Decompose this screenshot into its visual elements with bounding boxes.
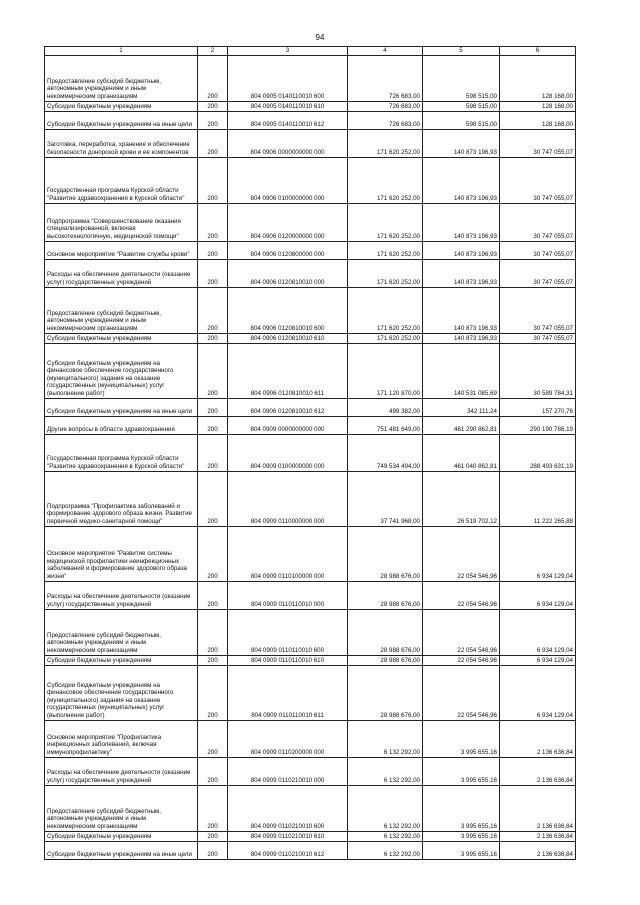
row-col2-cell: 200 bbox=[198, 399, 228, 417]
row-code-cell: 804 0909 0110110010 000 bbox=[228, 582, 348, 610]
table-row bbox=[45, 582, 576, 610]
row-value-2-cell: 22 054 546,96 bbox=[423, 582, 500, 610]
row-name-cell: Субсидии бюджетным учреждениям на финансовое обеспечение государственного (муниципального) задания на оказание государственных (муниципальных) услуг (выполнение работ) bbox=[45, 344, 198, 399]
row-name-cell: Расходы на обеспечение деятельности (оказание услуг) государственных учреждений bbox=[45, 582, 198, 610]
row-value-1-cell: 6 132 292,00 bbox=[348, 721, 423, 758]
row-value-1-cell: 171 120 870,00 bbox=[348, 344, 423, 399]
row-col2-cell: 200 bbox=[198, 832, 228, 842]
column-header: 2 bbox=[198, 47, 228, 56]
row-col2-cell: 200 bbox=[198, 102, 228, 112]
table-row bbox=[45, 130, 576, 158]
row-value-1-cell: 28 988 676,00 bbox=[348, 527, 423, 582]
row-col2-cell: 200 bbox=[198, 158, 228, 204]
row-code-cell: 804 0906 0120000000 000 bbox=[228, 204, 348, 242]
row-col2-cell: 200 bbox=[198, 472, 228, 527]
table-row bbox=[45, 112, 576, 130]
row-code-cell: 804 0909 0110210010 610 bbox=[228, 832, 348, 842]
row-name-cell: Заготовка, переработка, хранение и обеспечение безопасности донорской крови и ее компонентов bbox=[45, 130, 198, 158]
row-code-cell: 804 0906 0120810010 612 bbox=[228, 399, 348, 417]
row-value-2-cell: 140 531 085,69 bbox=[423, 344, 500, 399]
row-value-1-cell: 171 620 252,00 bbox=[348, 242, 423, 260]
table-row bbox=[45, 758, 576, 786]
row-name-cell: Предоставление субсидий бюджетным, автономным учреждениям и иным некоммерческим организациям bbox=[45, 610, 198, 656]
row-code-cell: 804 0906 0000000000 000 bbox=[228, 130, 348, 158]
row-col2-cell: 200 bbox=[198, 786, 228, 832]
row-value-3-cell: 11 222 265,88 bbox=[500, 472, 576, 527]
row-value-1-cell: 6 132 292,00 bbox=[348, 842, 423, 860]
row-name-cell: Субсидии бюджетным учреждениям на иные цели bbox=[45, 112, 198, 130]
row-value-3-cell: 128 168,00 bbox=[500, 102, 576, 112]
row-value-3-cell: 6 934 129,04 bbox=[500, 656, 576, 666]
table-row bbox=[45, 102, 576, 112]
row-code-cell: 804 0906 0120810010 611 bbox=[228, 344, 348, 399]
budget-table bbox=[44, 46, 576, 860]
row-value-1-cell: 171 620 252,00 bbox=[348, 204, 423, 242]
row-value-2-cell: 26 519 702,12 bbox=[423, 472, 500, 527]
row-name-cell: Субсидии бюджетным учреждениям bbox=[45, 334, 198, 344]
column-header: 6 bbox=[500, 47, 576, 56]
row-col2-cell: 200 bbox=[198, 56, 228, 102]
row-code-cell: 804 0909 0100000000 000 bbox=[228, 435, 348, 472]
row-value-3-cell: 6 934 129,04 bbox=[500, 666, 576, 721]
row-code-cell: 804 0909 0110000000 000 bbox=[228, 472, 348, 527]
row-value-3-cell: 6 934 129,04 bbox=[500, 582, 576, 610]
row-name-cell: Субсидии бюджетным учреждениям на иные цели bbox=[45, 399, 198, 417]
row-name-cell: Субсидии бюджетным учреждениям на финансовое обеспечение государственного (муниципального) задания на оказание государственных (муниципальных) услуг (выполнение работ) bbox=[45, 666, 198, 721]
row-value-1-cell: 6 132 292,00 bbox=[348, 786, 423, 832]
row-value-1-cell: 28 988 676,00 bbox=[348, 610, 423, 656]
row-col2-cell: 200 bbox=[198, 288, 228, 334]
row-code-cell: 804 0909 0110110010 611 bbox=[228, 666, 348, 721]
row-value-1-cell: 749 534 494,00 bbox=[348, 435, 423, 472]
table-row bbox=[45, 288, 576, 334]
row-value-2-cell: 3 995 655,16 bbox=[423, 786, 500, 832]
column-header: 3 bbox=[228, 47, 348, 56]
row-code-cell: 804 0909 0110110010 610 bbox=[228, 656, 348, 666]
row-value-2-cell: 598 515,00 bbox=[423, 102, 500, 112]
row-value-3-cell: 30 747 055,07 bbox=[500, 130, 576, 158]
row-name-cell: Субсидии бюджетным учреждениям на иные цели bbox=[45, 842, 198, 860]
row-value-3-cell: 2 136 636,84 bbox=[500, 758, 576, 786]
row-value-1-cell: 171 620 252,00 bbox=[348, 334, 423, 344]
row-value-3-cell: 290 190 786,19 bbox=[500, 417, 576, 435]
row-value-1-cell: 726 683,00 bbox=[348, 56, 423, 102]
row-col2-cell: 200 bbox=[198, 417, 228, 435]
row-name-cell: Основное мероприятие "Развитие службы крови" bbox=[45, 242, 198, 260]
row-col2-cell: 200 bbox=[198, 242, 228, 260]
row-name-cell: Предоставление субсидий бюджетным, автономным учреждениям и иным некоммерческим организациям bbox=[45, 56, 198, 102]
row-value-3-cell: 30 747 055,07 bbox=[500, 288, 576, 334]
row-code-cell: 804 0906 0120810010 600 bbox=[228, 288, 348, 334]
row-name-cell: Основное мероприятие "Развитие системы медицинской профилактики неинфекционных заболеваний и формирование здорового образа жизни" bbox=[45, 527, 198, 582]
row-value-2-cell: 140 873 196,93 bbox=[423, 130, 500, 158]
row-value-2-cell: 461 290 862,81 bbox=[423, 417, 500, 435]
row-value-2-cell: 342 111,24 bbox=[423, 399, 500, 417]
row-value-2-cell: 598 515,00 bbox=[423, 112, 500, 130]
column-header: 4 bbox=[348, 47, 423, 56]
table-row bbox=[45, 417, 576, 435]
row-value-3-cell: 6 934 129,04 bbox=[500, 610, 576, 656]
row-value-1-cell: 28 988 676,00 bbox=[348, 656, 423, 666]
row-value-3-cell: 128 168,00 bbox=[500, 112, 576, 130]
table-row bbox=[45, 786, 576, 832]
row-value-2-cell: 22 054 546,96 bbox=[423, 527, 500, 582]
row-col2-cell: 200 bbox=[198, 656, 228, 666]
row-value-3-cell: 30 747 055,07 bbox=[500, 260, 576, 288]
row-code-cell: 804 0905 0140110010 600 bbox=[228, 56, 348, 102]
row-value-1-cell: 6 132 292,00 bbox=[348, 832, 423, 842]
row-col2-cell: 200 bbox=[198, 721, 228, 758]
row-code-cell: 804 0909 0110100000 000 bbox=[228, 527, 348, 582]
row-code-cell: 804 0909 0110210010 000 bbox=[228, 758, 348, 786]
table-row bbox=[45, 399, 576, 417]
row-value-2-cell: 3 995 655,16 bbox=[423, 842, 500, 860]
row-value-1-cell: 28 988 676,00 bbox=[348, 666, 423, 721]
row-value-3-cell: 30 589 784,31 bbox=[500, 344, 576, 399]
row-value-1-cell: 499 382,00 bbox=[348, 399, 423, 417]
row-code-cell: 804 0909 0000000000 000 bbox=[228, 417, 348, 435]
row-col2-cell: 200 bbox=[198, 666, 228, 721]
row-value-2-cell: 598 515,00 bbox=[423, 56, 500, 102]
table-row bbox=[45, 242, 576, 260]
row-value-3-cell: 30 747 055,07 bbox=[500, 334, 576, 344]
row-value-2-cell: 22 054 546,96 bbox=[423, 666, 500, 721]
row-value-1-cell: 171 620 252,00 bbox=[348, 158, 423, 204]
row-value-1-cell: 6 132 292,00 bbox=[348, 758, 423, 786]
table-row bbox=[45, 56, 576, 102]
row-value-3-cell: 30 747 055,07 bbox=[500, 204, 576, 242]
row-code-cell: 804 0906 0100000000 000 bbox=[228, 158, 348, 204]
table-body bbox=[45, 56, 576, 860]
table-row bbox=[45, 832, 576, 842]
row-value-2-cell: 140 873 196,93 bbox=[423, 334, 500, 344]
row-value-1-cell: 171 620 252,00 bbox=[348, 130, 423, 158]
table-row bbox=[45, 610, 576, 656]
row-value-2-cell: 22 054 546,96 bbox=[423, 610, 500, 656]
row-value-1-cell: 171 620 252,00 bbox=[348, 288, 423, 334]
row-value-2-cell: 140 873 196,93 bbox=[423, 158, 500, 204]
row-name-cell: Подпрограмма "Профилактика заболеваний и формирование здорового образа жизни. Развитие первичной медико-санитарной помощи" bbox=[45, 472, 198, 527]
row-col2-cell: 200 bbox=[198, 204, 228, 242]
row-code-cell: 804 0905 0140110010 612 bbox=[228, 112, 348, 130]
table-row bbox=[45, 472, 576, 527]
row-col2-cell: 200 bbox=[198, 527, 228, 582]
row-value-2-cell: 140 873 196,93 bbox=[423, 204, 500, 242]
row-name-cell: Субсидии бюджетным учреждениям bbox=[45, 832, 198, 842]
row-value-3-cell: 288 493 631,19 bbox=[500, 435, 576, 472]
row-col2-cell: 200 bbox=[198, 334, 228, 344]
row-value-2-cell: 140 873 196,93 bbox=[423, 260, 500, 288]
row-value-2-cell: 140 873 196,93 bbox=[423, 288, 500, 334]
row-value-2-cell: 3 995 655,16 bbox=[423, 832, 500, 842]
row-value-3-cell: 128 168,00 bbox=[500, 56, 576, 102]
table-row bbox=[45, 334, 576, 344]
row-value-3-cell: 2 136 636,84 bbox=[500, 832, 576, 842]
row-value-1-cell: 37 741 968,00 bbox=[348, 472, 423, 527]
row-name-cell: Расходы на обеспечение деятельности (оказание услуг) государственных учреждений bbox=[45, 758, 198, 786]
row-value-3-cell: 30 747 055,07 bbox=[500, 158, 576, 204]
row-value-2-cell: 22 054 546,96 bbox=[423, 656, 500, 666]
row-name-cell: Другие вопросы в области здравоохранения bbox=[45, 417, 198, 435]
column-header: 5 bbox=[423, 47, 500, 56]
row-value-1-cell: 726 683,00 bbox=[348, 112, 423, 130]
row-value-3-cell: 2 136 636,84 bbox=[500, 786, 576, 832]
row-name-cell: Государственная программа Курской области "Развитие здравоохранения в Курской области" bbox=[45, 435, 198, 472]
table-row bbox=[45, 158, 576, 204]
row-name-cell: Государственная программа Курской области "Развитие здравоохранения в Курской области" bbox=[45, 158, 198, 204]
row-value-3-cell: 6 934 129,04 bbox=[500, 527, 576, 582]
row-value-1-cell: 751 481 649,00 bbox=[348, 417, 423, 435]
row-code-cell: 804 0909 0110110010 600 bbox=[228, 610, 348, 656]
row-name-cell: Основное мероприятие "Профилактика инфекционных заболеваний, включая иммунопрофилактику" bbox=[45, 721, 198, 758]
row-col2-cell: 200 bbox=[198, 842, 228, 860]
row-col2-cell: 200 bbox=[198, 130, 228, 158]
row-name-cell: Подпрограмма "Совершенствование оказания специализированной, включая высокотехнологичную, медицинской помощи" bbox=[45, 204, 198, 242]
row-col2-cell: 200 bbox=[198, 582, 228, 610]
row-code-cell: 804 0906 0120800000 000 bbox=[228, 242, 348, 260]
table-row bbox=[45, 435, 576, 472]
row-value-2-cell: 3 995 655,16 bbox=[423, 721, 500, 758]
row-code-cell: 804 0909 0110210010 612 bbox=[228, 842, 348, 860]
page-number: 94 bbox=[315, 33, 325, 42]
row-value-1-cell: 171 620 252,00 bbox=[348, 260, 423, 288]
row-name-cell: Предоставление субсидий бюджетным, автономным учреждениям и иным некоммерческим организациям bbox=[45, 288, 198, 334]
row-value-2-cell: 140 873 196,93 bbox=[423, 242, 500, 260]
row-col2-cell: 200 bbox=[198, 435, 228, 472]
table-row bbox=[45, 842, 576, 860]
row-value-1-cell: 726 683,00 bbox=[348, 102, 423, 112]
row-col2-cell: 200 bbox=[198, 610, 228, 656]
row-value-1-cell: 28 988 676,00 bbox=[348, 582, 423, 610]
row-col2-cell: 200 bbox=[198, 260, 228, 288]
table-row bbox=[45, 344, 576, 399]
row-value-3-cell: 2 136 636,84 bbox=[500, 842, 576, 860]
row-col2-cell: 200 bbox=[198, 758, 228, 786]
row-code-cell: 804 0909 0110200000 000 bbox=[228, 721, 348, 758]
table-row bbox=[45, 666, 576, 721]
row-value-3-cell: 2 136 636,84 bbox=[500, 721, 576, 758]
row-name-cell: Расходы на обеспечение деятельности (оказание услуг) государственных учреждений bbox=[45, 260, 198, 288]
row-col2-cell: 200 bbox=[198, 112, 228, 130]
row-value-2-cell: 3 995 655,16 bbox=[423, 758, 500, 786]
row-value-3-cell: 157 270,76 bbox=[500, 399, 576, 417]
column-header: 1 bbox=[45, 47, 198, 56]
row-value-3-cell: 30 747 055,07 bbox=[500, 242, 576, 260]
row-value-2-cell: 461 040 862,81 bbox=[423, 435, 500, 472]
table-row bbox=[45, 204, 576, 242]
row-code-cell: 804 0906 0120810010 610 bbox=[228, 334, 348, 344]
table-row bbox=[45, 656, 576, 666]
table-row bbox=[45, 260, 576, 288]
row-code-cell: 804 0905 0140110010 610 bbox=[228, 102, 348, 112]
row-name-cell: Субсидии бюджетным учреждениям bbox=[45, 656, 198, 666]
row-name-cell: Субсидии бюджетным учреждениям bbox=[45, 102, 198, 112]
table-header-row bbox=[45, 47, 576, 56]
table-row bbox=[45, 721, 576, 758]
row-col2-cell: 200 bbox=[198, 344, 228, 399]
table-row bbox=[45, 527, 576, 582]
row-code-cell: 804 0906 0120810010 000 bbox=[228, 260, 348, 288]
row-name-cell: Предоставление субсидий бюджетным, автономным учреждениям и иным некоммерческим организациям bbox=[45, 786, 198, 832]
row-code-cell: 804 0909 0110210010 600 bbox=[228, 786, 348, 832]
